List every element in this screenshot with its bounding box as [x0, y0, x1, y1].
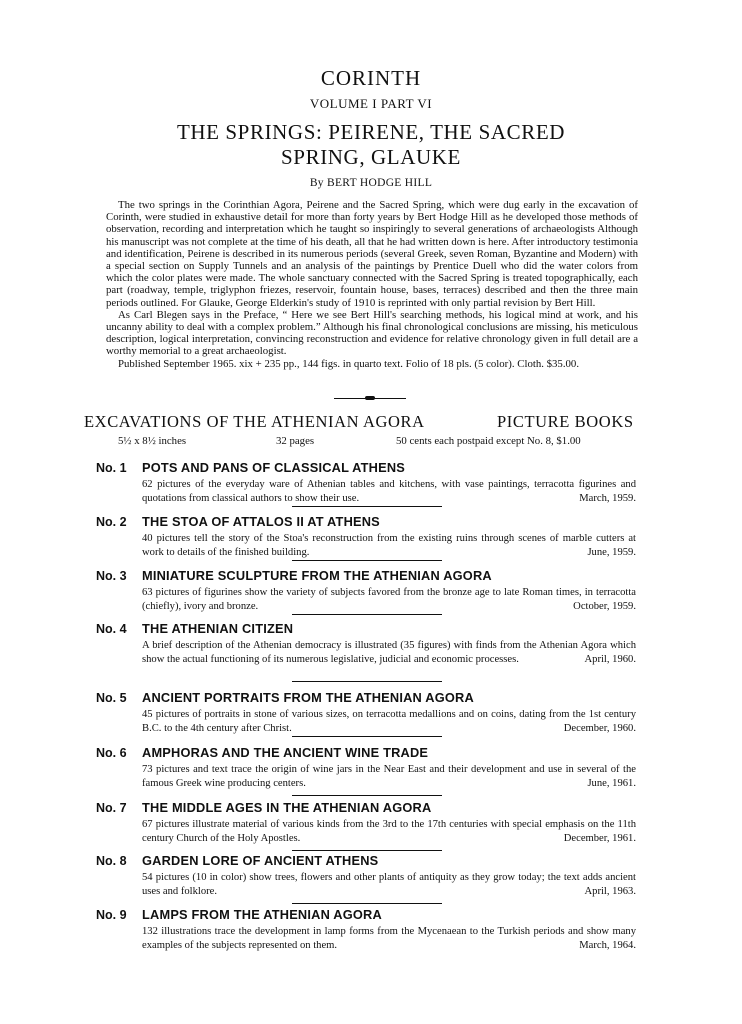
book-entry-text: 40 pictures tell the story of the Stoa's reconstruction from the existing ruins through scenes of marble cutters at work to details of the finished building.: [142, 533, 636, 558]
book-entry-description: [142, 532, 636, 559]
book-number: No. 2: [96, 515, 127, 529]
book-entry-text: 54 pictures (10 in color) show trees, flowers and other plants of antiquity as they grow today; the text adds ancient uses and folklore.: [142, 872, 636, 897]
page-count: 32 pages: [276, 435, 315, 447]
book-number: No. 7: [96, 801, 127, 815]
book-entry-description: [142, 586, 636, 613]
book-entry-description: [142, 818, 636, 845]
entry-rule: [292, 614, 442, 615]
book-entry-title: THE ATHENIAN CITIZEN: [142, 621, 294, 636]
book-entry-description: [142, 763, 636, 790]
book-number: No. 9: [96, 908, 127, 922]
book-number: No. 8: [96, 854, 127, 868]
book-entry-date: June, 1961.: [587, 777, 636, 789]
entry-rule: [292, 795, 442, 796]
book-entry-description: [142, 708, 636, 735]
entry-rule: [292, 681, 442, 682]
book-entry-text: 63 pictures of figurines show the variety of subjects favored from the bronze age to late Roman times, in terracotta (chiefly), ivory and bronze.: [142, 587, 636, 612]
ornamental-divider: [334, 398, 406, 399]
book-entry-title: MINIATURE SCULPTURE FROM THE ATHENIAN AGORA: [142, 568, 492, 583]
book-entry-date: December, 1960.: [563, 722, 636, 734]
agora-heading-right: PICTURE BOOKS: [497, 412, 634, 431]
book-title-line-2: SPRING, GLAUKE: [281, 145, 461, 169]
entry-rule: [292, 560, 442, 561]
book-entry-text: 67 pictures illustrate material of various kinds from the 3rd to the 17th centuries with special emphasis on the 11th century Church of the Holy Apostles.: [142, 819, 636, 844]
entry-rule: [292, 736, 442, 737]
entry-rule: [292, 903, 442, 904]
book-entry-date: June, 1959.: [587, 546, 636, 558]
book-number: No. 5: [96, 691, 127, 705]
divider-ornament: [365, 396, 375, 400]
author-byline: By BERT HODGE HILL: [309, 177, 433, 189]
agora-heading-left: EXCAVATIONS OF THE ATHENIAN AGORA: [84, 412, 425, 431]
book-size: 5½ x 8½ inches: [118, 435, 187, 447]
book-entry-title: AMPHORAS AND THE ANCIENT WINE TRADE: [142, 745, 429, 760]
book-entry-description: [142, 639, 636, 666]
book-entry-date: March, 1964.: [579, 939, 636, 951]
book-entry-title: THE STOA OF ATTALOS II AT ATHENS: [142, 514, 380, 529]
book-entry-text: 62 pictures of the everyday ware of Athenian tables and kitchens, with vase paintings, terracotta figurines and quotations from classical authors to show their use.: [142, 479, 636, 504]
description-paragraph: As Carl Blegen says in the Preface, “ Here we see Bert Hill's searching methods, his logical mind at work, and his uncanny ability to deal with a complex problem.” Although his final chronological conclusions are missing, his meticulous description, logical interpretation, convincing reconstruction and evidence for relative chronology given in full detail are a worthy memorial to a great archaeologist.: [106, 308, 638, 358]
book-entry-date: April, 1960.: [584, 653, 636, 665]
book-entry-title: LAMPS FROM THE ATHENIAN AGORA: [142, 907, 382, 922]
entry-rule: [292, 506, 442, 507]
series-title: CORINTH: [320, 66, 422, 90]
book-entry-text: 73 pictures and text trace the origin of wine jars in the Near East and their development and use in several of the famous Greek wine producing centers.: [142, 764, 636, 789]
description-paragraph: The two springs in the Corinthian Agora, Peirene and the Sacred Spring, which were dug early in the excavation of Corinth, were studied in exhaustive detail for more than forty years by Bert Hodge Hill as he developed those methods of observation, recording and interpretation which he taught so inspiringly to several generations of archaeologists Although his manuscript was not complete at the time of his death, all that he had written down is here. After introductory testimonia and identification, Peirene is described in its numerous periods (several Greek, seven Roman, Byzantine and Modern) with a special section on Supply Tunnels and an analysis of the paintings by Prentice Duell who did the water colors from which the color plates were made. The whole sanctuary connected with the Sacred Spring is treated topographically, each part (roadway, temple, triglyphon friezes, reservoir, fountain house, bases, terraces) described and then the three main periods outlined. For Glauke, George Elderkin's study of 1910 is reprinted with only partial revision by Bert Hill.: [106, 199, 638, 309]
book-entry-description: [142, 871, 636, 898]
book-number: No. 4: [96, 622, 127, 636]
book-number: No. 1: [96, 461, 127, 475]
book-entry-date: April, 1963.: [584, 885, 636, 897]
book-title: [0, 120, 742, 170]
book-description: [106, 199, 638, 370]
book-entry-title: THE MIDDLE AGES IN THE ATHENIAN AGORA: [142, 800, 432, 815]
book-entry-text: A brief description of the Athenian democracy is illustrated (35 figures) with finds from the Athenian Agora which show the actual functioning of its numerous legislative, judicial and economic processes.: [142, 640, 636, 665]
book-entry-title: POTS AND PANS OF CLASSICAL ATHENS: [142, 460, 406, 475]
book-entry-description: [142, 925, 636, 952]
book-title-line-1: THE SPRINGS: PEIRENE, THE SACRED: [176, 120, 566, 144]
book-entry-title: GARDEN LORE OF ANCIENT ATHENS: [142, 853, 379, 868]
book-entry-date: December, 1961.: [563, 832, 636, 844]
price-info: 50 cents each postpaid except No. 8, $1.00: [396, 435, 581, 447]
book-entry-date: March, 1959.: [579, 492, 636, 504]
book-number: No. 3: [96, 569, 127, 583]
book-number: No. 6: [96, 746, 127, 760]
book-entry-description: [142, 478, 636, 505]
book-entry-date: October, 1959.: [573, 600, 636, 612]
volume-label: VOLUME I PART VI: [309, 96, 433, 111]
book-entry-text: 132 illustrations trace the development in lamp forms from the Mycenaean to the Turkish periods and show many examples of the subjects represented on them.: [142, 926, 636, 951]
publication-details: Published September 1965. xix + 235 pp., 144 figs. in quarto text. Folio of 18 pls. (5 color). Cloth. $35.00.: [118, 357, 580, 370]
agora-section-heading: [84, 412, 684, 432]
book-entry-title: ANCIENT PORTRAITS FROM THE ATHENIAN AGORA: [142, 690, 474, 705]
book-entry-text: 45 pictures of portraits in stone of various sizes, on terracotta medallions and on coins, dating from the 1st century B.C. to the 4th century after Christ.: [142, 709, 636, 734]
entry-rule: [292, 850, 442, 851]
